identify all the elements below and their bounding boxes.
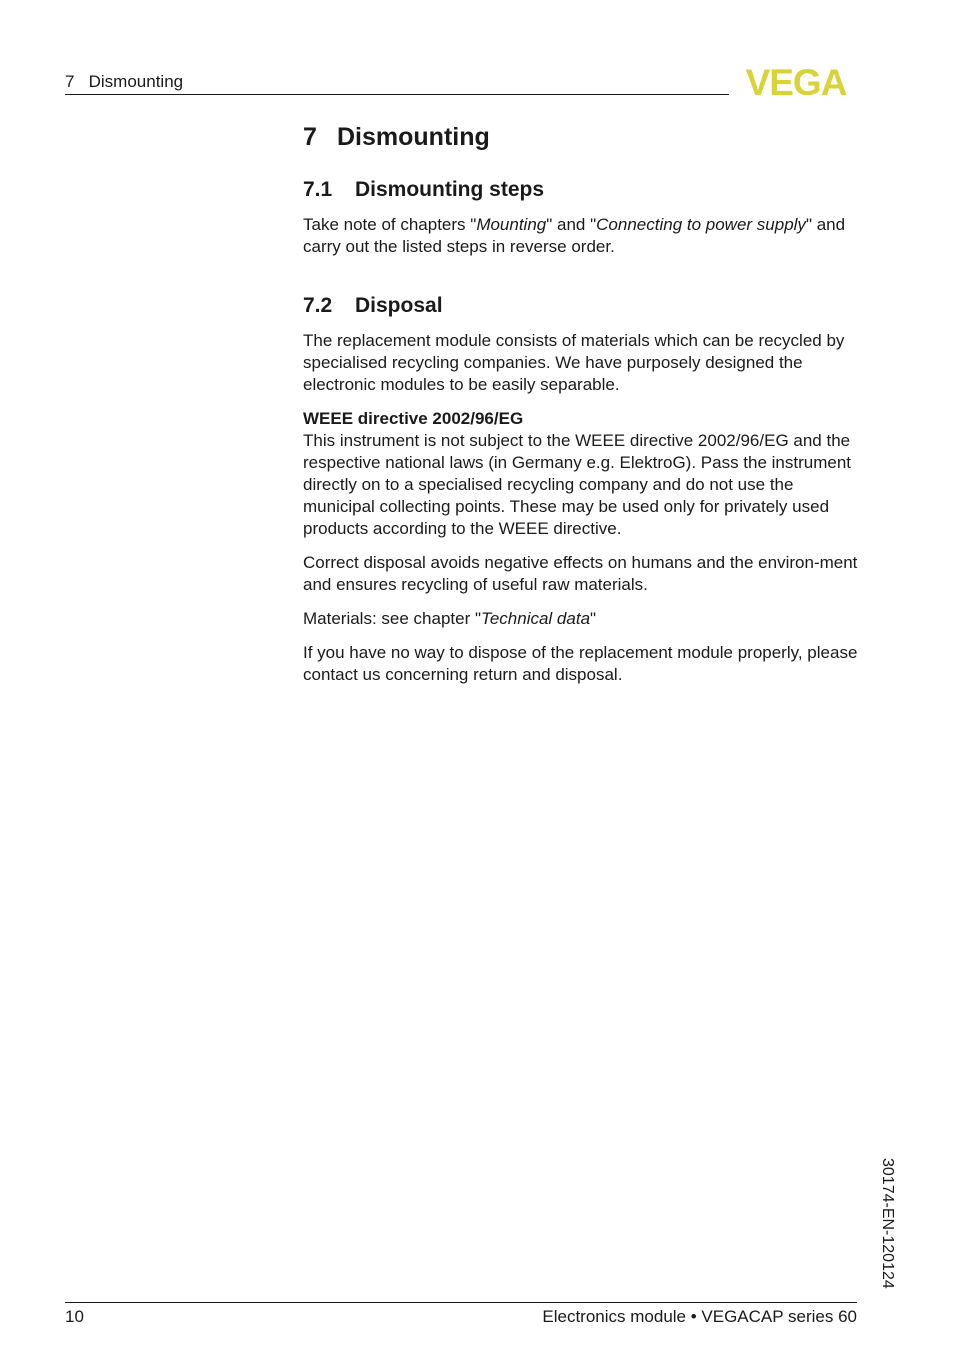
running-header: 7 Dismounting — [65, 72, 184, 91]
paragraph: Correct disposal avoids negative effects on humans and the environ-ment and ensures recycling of useful raw materials. — [303, 553, 858, 594]
page-number: 10 — [65, 1307, 84, 1326]
chapter-title: Dismounting — [337, 123, 490, 151]
weee-heading: WEEE directive 2002/96/EG — [303, 409, 524, 428]
vega-logo — [735, 66, 857, 98]
section-number: 7.2 — [303, 294, 333, 317]
paragraph: If you have no way to dispose of the replacement module properly, please contact us concerning return and disposal. — [303, 643, 858, 684]
chapter-number: 7 — [303, 123, 317, 151]
section-heading — [303, 292, 859, 320]
section-heading — [303, 176, 859, 204]
footer-title: Electronics module • VEGACAP series 60 — [542, 1307, 857, 1326]
paragraph: Take note of chapters "Mounting" and "Connecting to power supply" and carry out the listed steps in reverse order. — [303, 215, 846, 256]
paragraph: The replacement module consists of materials which can be recycled by specialised recycling companies. We have purposely designed the electronic modules to be easily separable. — [303, 331, 845, 394]
chapter-heading — [303, 120, 859, 154]
chapter-reference: Technical data — [481, 609, 591, 628]
section-number: 7.1 — [303, 178, 333, 201]
section-7-2 — [303, 292, 859, 686]
weee-text: This instrument is not subject to the WEEE directive 2002/96/EG and the respective national laws (in Germany e.g. ElektroG). Pass the instrument directly on to a specialised recycling company and do not use the municipal collecting points. These may be used only for privately used products according to the WEEE directive. — [303, 431, 852, 538]
footer-rule — [65, 1302, 857, 1303]
weee-paragraph — [303, 408, 859, 540]
section-7-1 — [303, 176, 859, 258]
document-code: 30174-EN-120124 — [879, 1158, 896, 1289]
header-rule — [65, 94, 729, 95]
chapter-reference: Connecting to power supply — [596, 215, 806, 234]
main-content — [303, 120, 859, 698]
paragraph: Materials: see chapter "Technical data" — [303, 609, 597, 628]
chapter-reference: Mounting — [476, 215, 547, 234]
section-title: Disposal — [355, 294, 443, 317]
section-title: Dismounting steps — [355, 178, 545, 201]
svg-text:VEGA: VEGA — [745, 66, 847, 98]
